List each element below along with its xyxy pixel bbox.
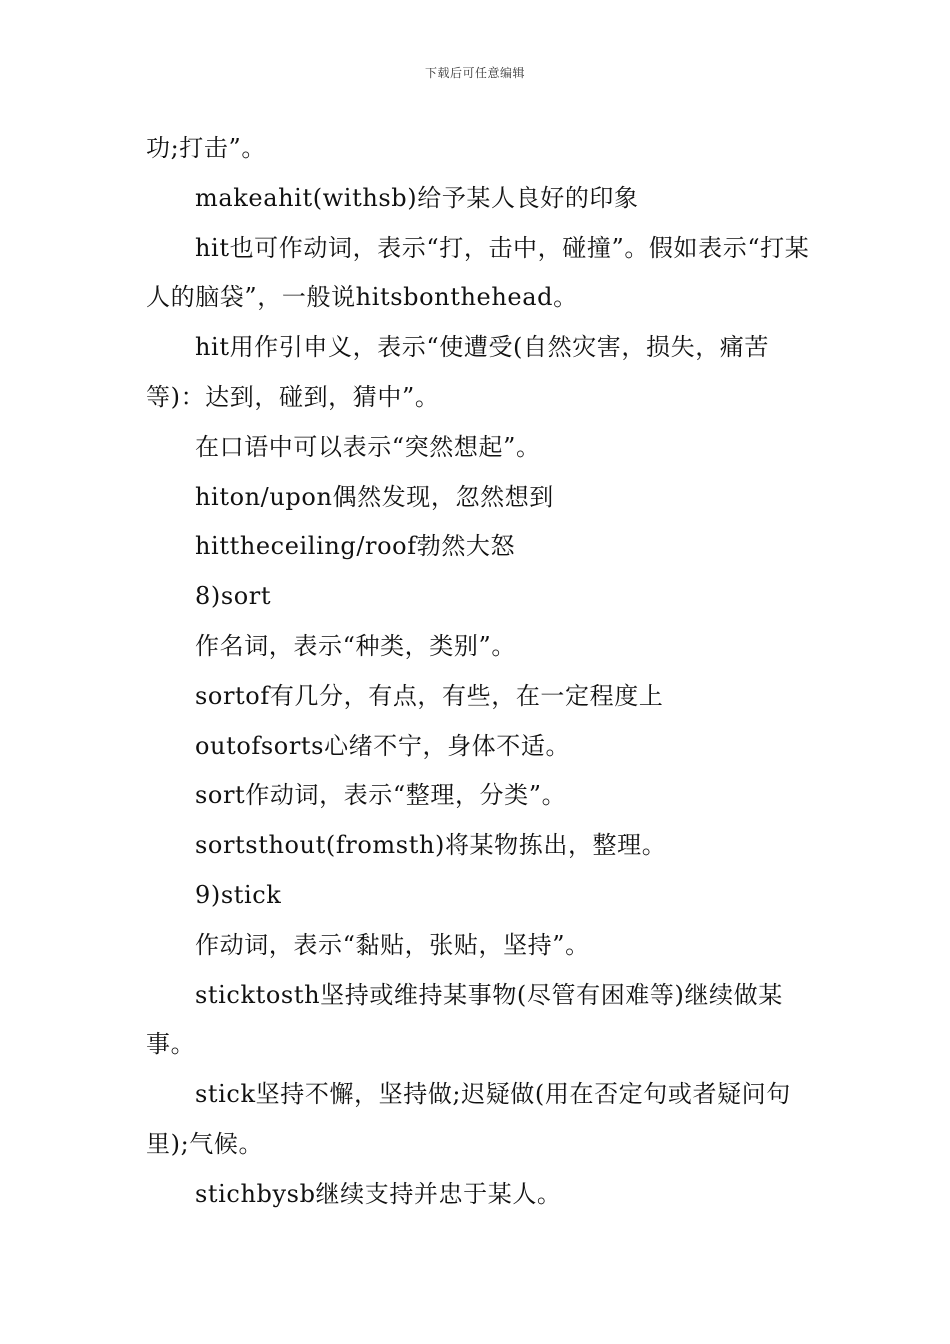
paragraph: 8)sort — [195, 582, 272, 611]
document-body — [146, 124, 810, 1220]
paragraph: outofsorts心绪不宁，身体不适。 — [195, 731, 571, 760]
paragraph: hit用作引申义，表示“使遭受(自然灾害，损失，痛苦等)：达到，碰到，猜中”。 — [146, 333, 770, 411]
paragraph: 作动词，表示“黏贴，张贴，坚持”。 — [195, 930, 590, 959]
paragraph: 作名词，表示“种类，类别”。 — [195, 631, 516, 660]
paragraph: sortsthout(fromsth)将某物拣出，整理。 — [195, 831, 667, 860]
paragraph: stichbysb继续支持并忠于某人。 — [195, 1179, 562, 1208]
page-header: 下载后可任意编辑 — [424, 66, 525, 80]
paragraph: 功;打击”。 — [146, 134, 266, 162]
paragraph: hiton/upon偶然发现，忽然想到 — [195, 482, 554, 511]
paragraph: hittheceiling/roof勃然大怒 — [195, 532, 516, 561]
paragraph: 在口语中可以表示“突然想起”。 — [195, 432, 541, 461]
paragraph: hit也可作动词，表示“打，击中，碰撞”。假如表示“打某人的脑袋”，一般说hitsbonthehead。 — [146, 233, 810, 312]
paragraph: sticktosth坚持或维持某事物(尽管有困难等)继续做某事。 — [146, 980, 783, 1059]
paragraph: sort作动词，表示“整理，分类”。 — [195, 781, 567, 810]
paragraph: 9)stick — [195, 880, 282, 909]
paragraph: makeahit(withsb)给予某人良好的印象 — [195, 183, 639, 212]
paragraph: stick坚持不懈，坚持做;迟疑做(用在否定句或者疑问句里);气候。 — [146, 1080, 791, 1158]
paragraph: sortof有几分，有点，有些，在一定程度上 — [195, 681, 664, 710]
